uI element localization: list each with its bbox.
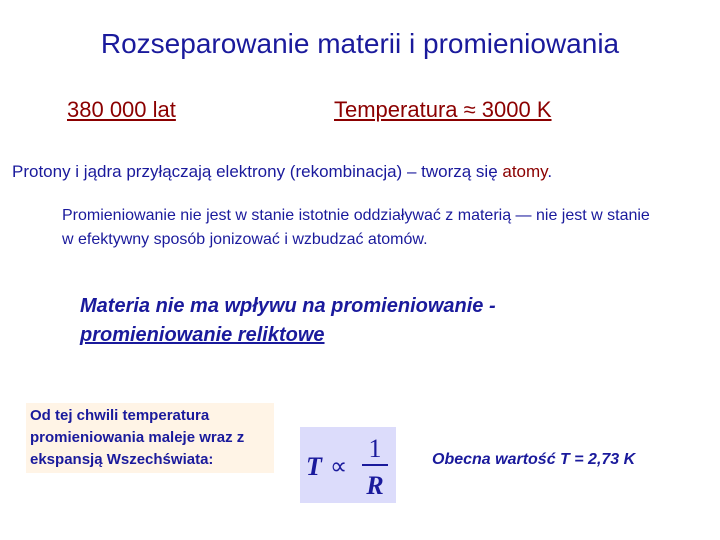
recombination-line (12, 162, 552, 182)
relic-line-1: Materia nie ma wpływu na promieniowanie - (80, 295, 496, 317)
time-label: 380 000 lat (67, 97, 176, 122)
recombination-end: . (547, 162, 553, 181)
temperature-note-box: Od tej chwili temperatura promieniowania maleje wraz z ekspansją Wszechświata: (26, 403, 274, 473)
formula-proportional: ∝ (330, 452, 348, 480)
current-value-text: Obecna wartość T = 2,73 K (432, 451, 636, 468)
relic-radiation-statement (80, 292, 496, 350)
relic-line-2: promieniowanie reliktowe (80, 324, 325, 346)
formula-denominator: R (366, 471, 384, 500)
slide-title: Rozseparowanie materii i promieniowania (100, 28, 620, 59)
recombination-text: Protony i jądra przyłączają elektrony (rekombinacja) – tworzą się (12, 162, 503, 181)
formula-numerator: 1 (368, 434, 382, 463)
radiation-paragraph: Promieniowanie nie jest w stanie istotnie oddziaływać z materią — nie jest w stanie w efektywny sposób jonizować i wzbudzać atomów. (62, 207, 650, 248)
temperature-formula (300, 427, 396, 503)
formula-lhs: T (306, 452, 322, 481)
temperature-label: Temperatura ≈ 3000 K (334, 97, 552, 122)
atoms-word: atomy (502, 162, 548, 181)
